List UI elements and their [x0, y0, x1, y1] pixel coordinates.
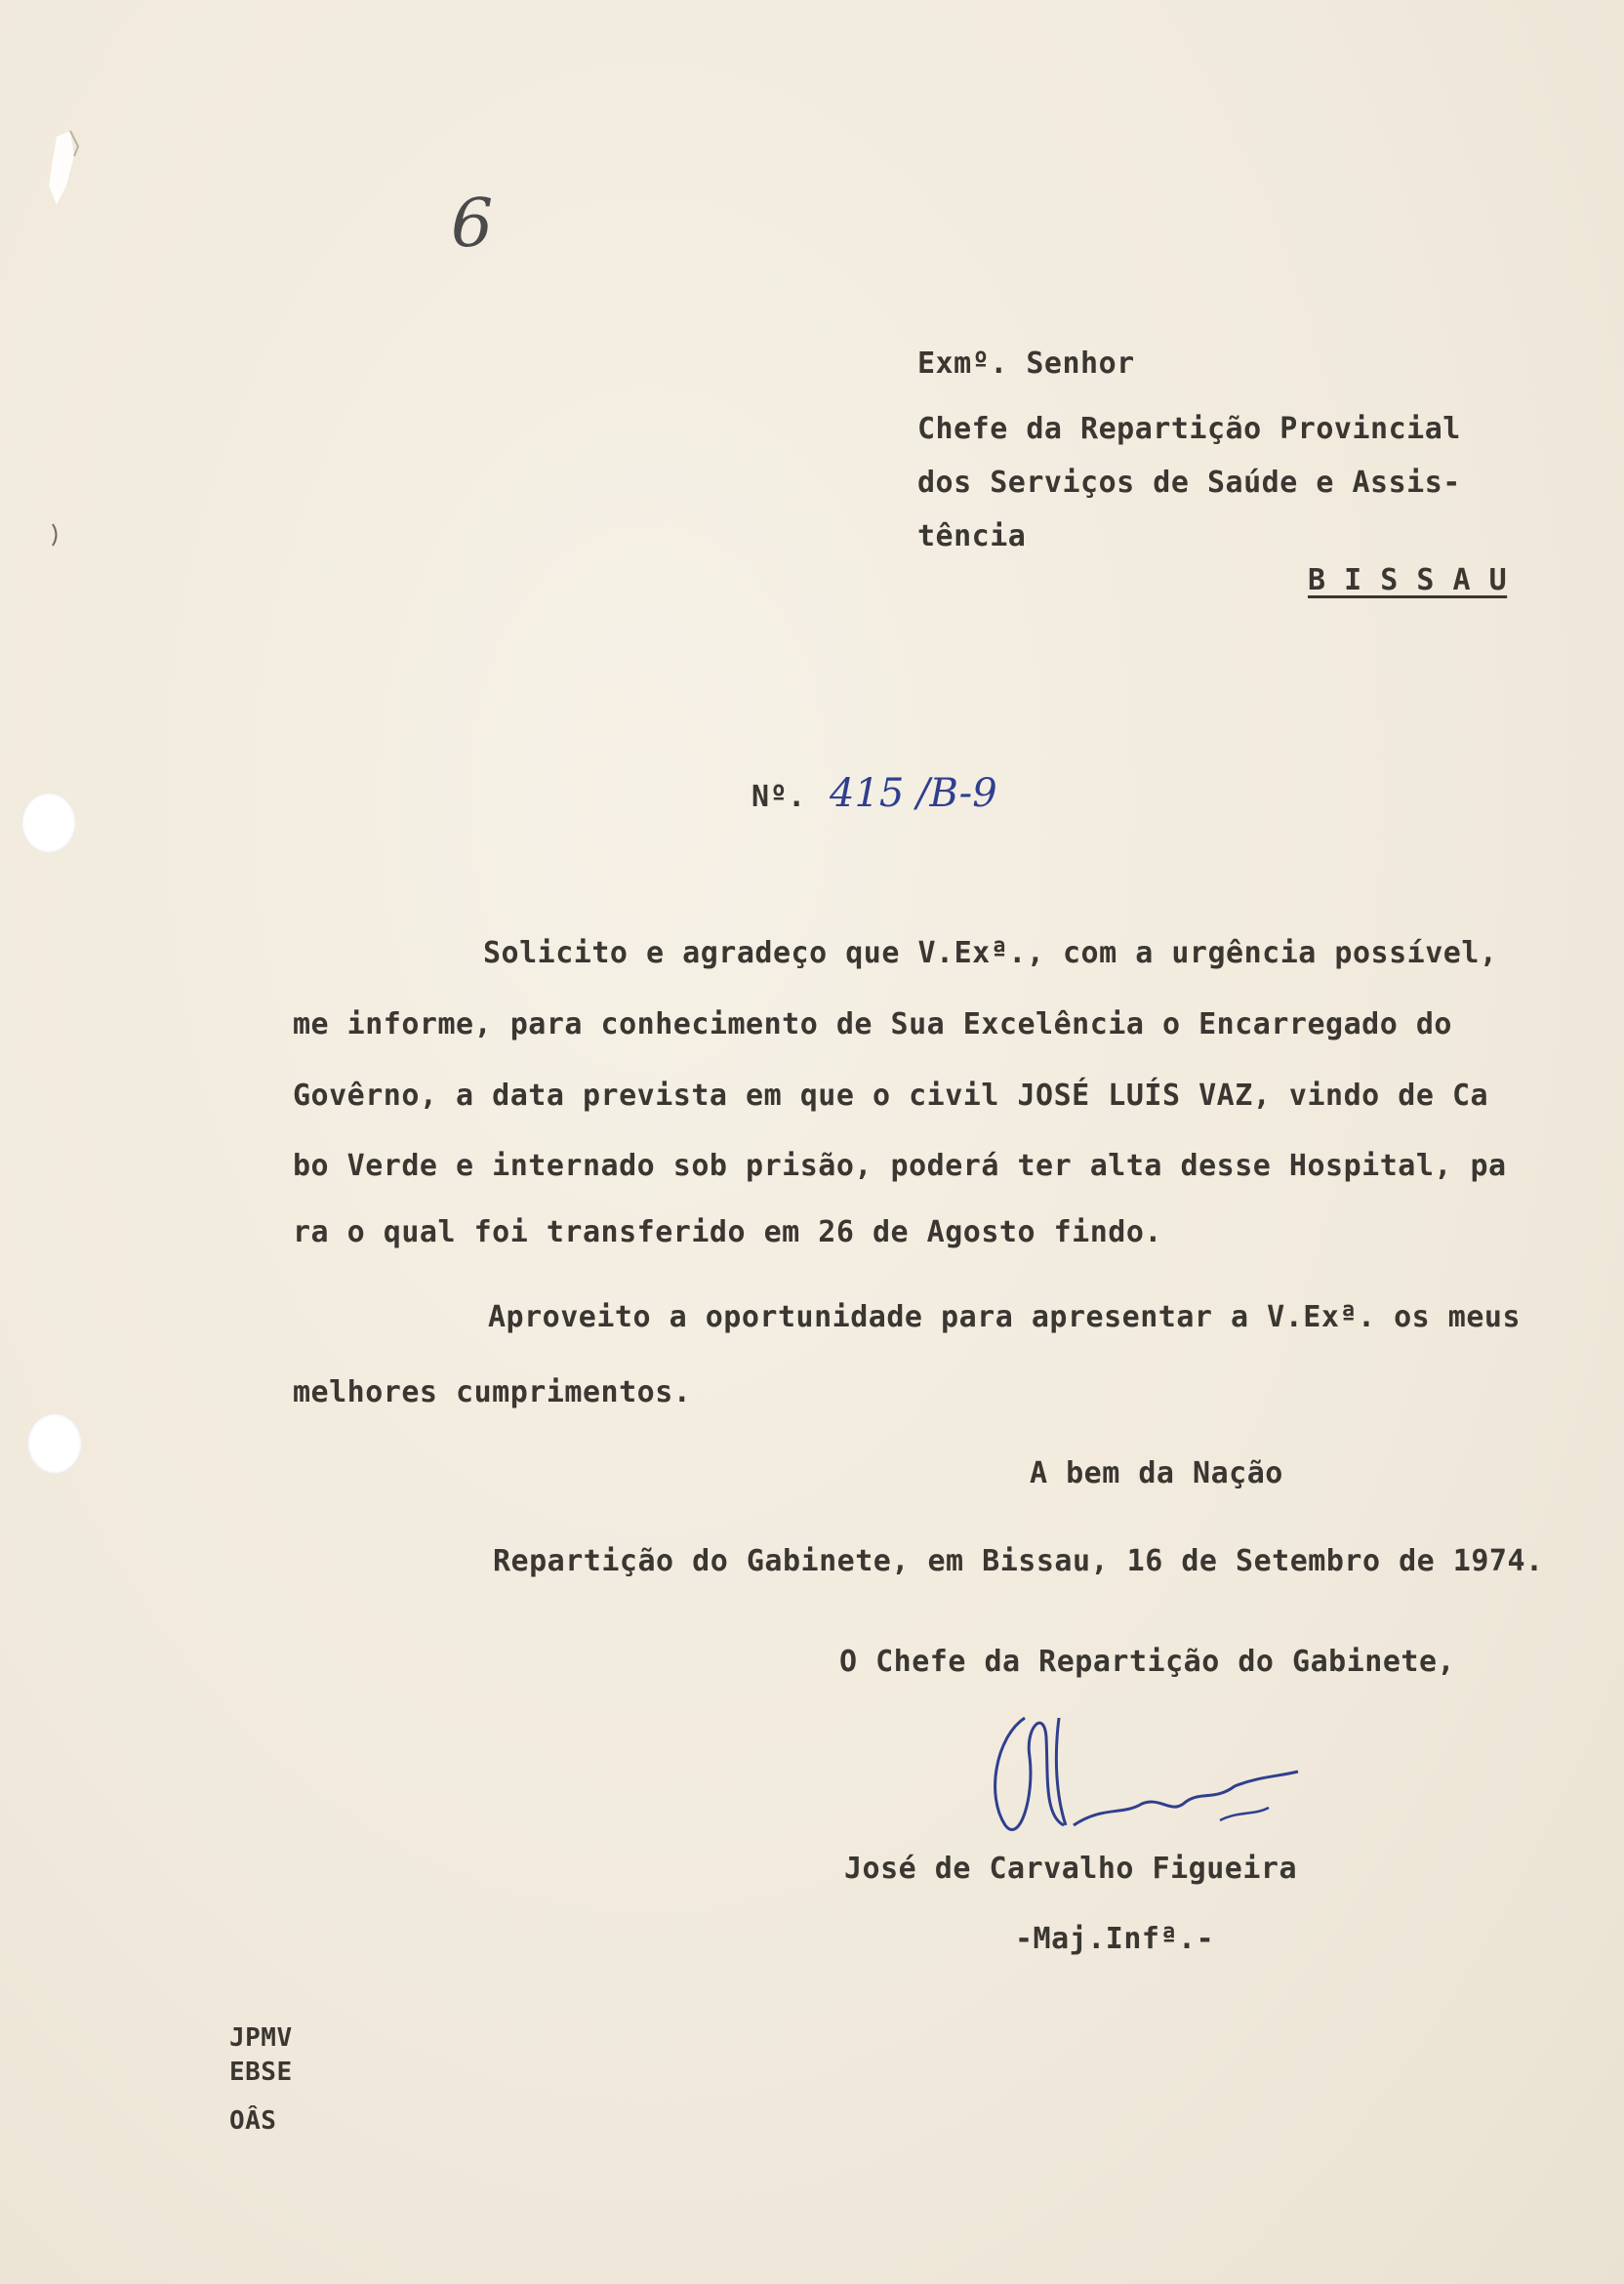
punch-hole-top — [21, 793, 76, 853]
handwritten-signature — [976, 1679, 1327, 1855]
addressee-line-3: tência — [917, 519, 1027, 553]
addressee-line-2: dos Serviços de Saúde e Assis- — [917, 466, 1461, 500]
signatory-name: José de Carvalho Figueira — [844, 1852, 1298, 1886]
torn-edge-mark — [27, 117, 90, 224]
body-p1-line-3: Govêrno, a data prevista em que o civil JOSÉ LUÍS VAZ, vindo de Ca — [293, 1079, 1489, 1113]
body-p1-line-2: me informe, para conhecimento de Sua Excelência o Encarregado do — [293, 1007, 1452, 1041]
edge-mark — [51, 522, 61, 548]
punch-hole-bottom — [27, 1413, 82, 1474]
addressee-city: B I S S A U — [1308, 563, 1508, 597]
signatory-rank: -Maj.Infª.- — [1015, 1922, 1215, 1956]
closing-place-date: Repartição do Gabinete, em Bissau, 16 de Setembro de 1974. — [493, 1544, 1544, 1578]
distribution-1: JPMV — [229, 2023, 293, 2053]
reference-label: Nº. — [751, 780, 806, 814]
closing-title: O Chefe da Repartição do Gabinete, — [839, 1645, 1456, 1679]
body-p2-line-2: melhores cumprimentos. — [293, 1375, 692, 1409]
reference-number-handwritten: 415 /B-9 — [830, 771, 997, 816]
closing-motto: A bem da Nação — [1030, 1456, 1283, 1490]
page-number-handwritten: 6 — [451, 185, 494, 263]
body-p1-line-1: Solicito e agradeço que V.Exª., com a urgência possível, — [483, 936, 1498, 970]
distribution-2: EBSE — [229, 2058, 293, 2087]
body-p1-line-4: bo Verde e internado sob prisão, poderá ter alta desse Hospital, pa — [293, 1149, 1507, 1183]
addressee-line-1: Chefe da Repartição Provincial — [917, 412, 1461, 446]
body-p2-line-1: Aproveito a oportunidade para apresentar a V.Exª. os meus — [488, 1300, 1522, 1334]
distribution-3: OÂS — [229, 2106, 277, 2136]
body-p1-line-5: ra o qual foi transferido em 26 de Agosto findo. — [293, 1215, 1162, 1249]
addressee-salutation: Exmº. Senhor — [917, 347, 1135, 381]
